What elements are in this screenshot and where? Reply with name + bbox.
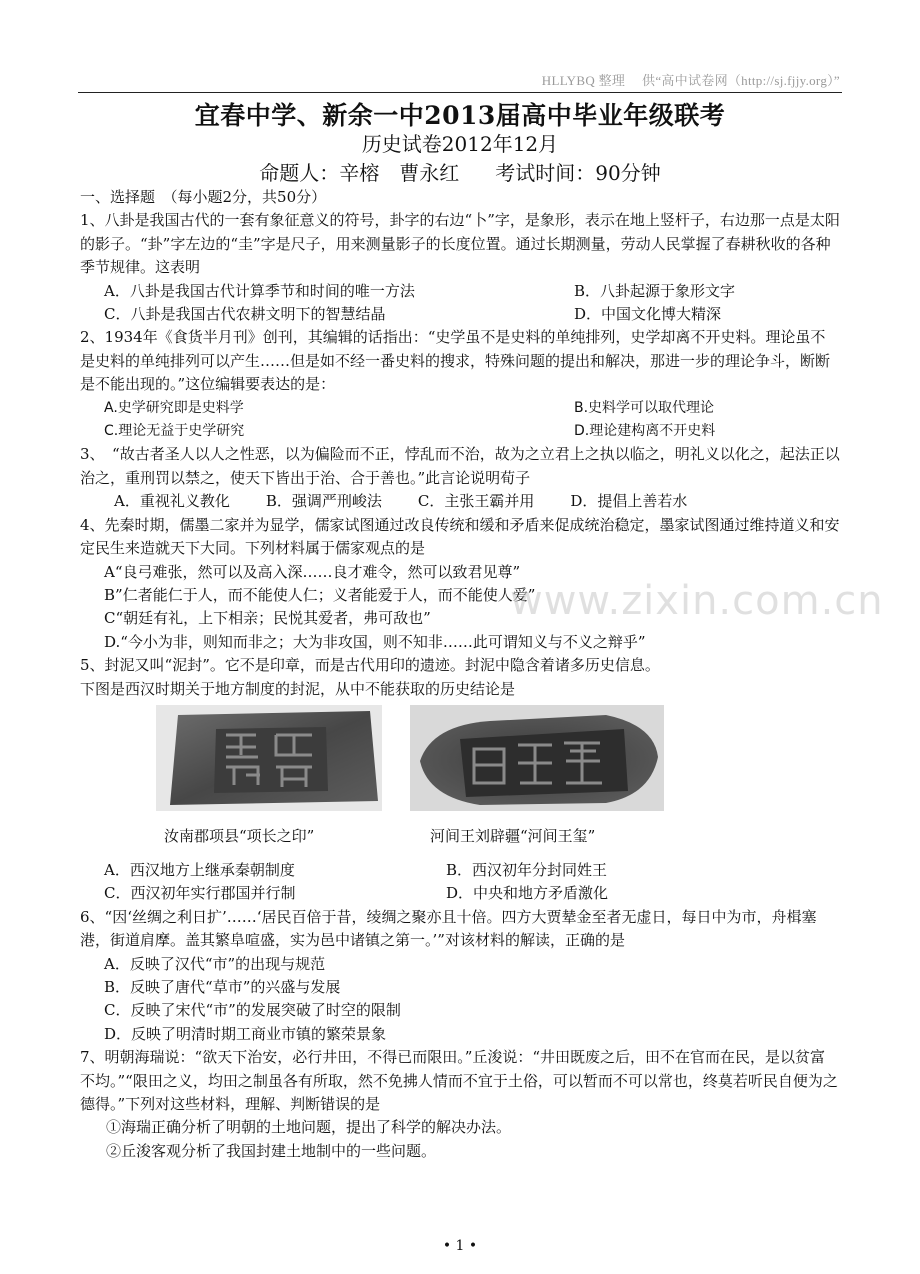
exam-title: 宜春中学、新余一中2013届高中毕业年级联考 xyxy=(194,101,726,130)
q5-option-b: B．西汉初年分封同姓王 xyxy=(446,860,608,879)
q5-options-row2 xyxy=(80,882,840,905)
q4-option-c: C“朝廷有礼，上下相亲；民悦其爱者，弗可敌也” xyxy=(104,609,431,628)
q6-option-b: B．反映了唐代“草市”的兴盛与发展 xyxy=(104,977,341,996)
q5-option-d: D．中央和地方矛盾激化 xyxy=(446,884,609,903)
q5-option-a: A．西汉地方上继承秦朝制度 xyxy=(104,860,295,879)
q2-options-row2 xyxy=(80,420,840,443)
q1-option-c: C．八卦是我国古代农耕文明下的智慧结晶 xyxy=(104,305,386,324)
q1-option-b: B．八卦起源于象形文字 xyxy=(574,281,736,300)
q5-figures xyxy=(80,705,840,853)
q2-option-d: D.理论建构离不开史料 xyxy=(574,423,716,440)
q5-option-c: C．西汉初年实行郡国并行制 xyxy=(104,884,296,903)
q2-stem: 2、1934年《食货半月刊》创刊，其编辑的话指出：“史学虽不是史料的单纯排列，史学却离不开史料。理论虽不是史料的单纯排列可以产生……但是如不经一番史料的搜求，特殊问题的提出和解决，那进一步的理论争斗，断断是不能出现的。”这位编辑要表达的是： xyxy=(80,328,831,394)
seal-image-hejian-wangxi xyxy=(410,705,664,811)
q6-option-d: D．反映了明清时期工商业市镇的繁荣景象 xyxy=(104,1024,387,1043)
q1-option-d: D．中国文化博大精深 xyxy=(574,305,722,324)
q2-option-c: C.理论无益于史学研究 xyxy=(104,423,245,440)
q2-option-a: A.史学研究即是史料学 xyxy=(104,399,244,416)
q7-stem: 7、明朝海瑞说：“欲天下治安，必行井田，不得已而限田。”丘浚说：“井田既废之后，田不在官而在民，是以贫富不均。”“限田之义，均田之制虽各有所取，然不免拂人情而不宜于土俗，可以暂而不可以常也，终莫若听民自便为之德得。”下列对这些材料，理解、判断错误的是 xyxy=(80,1048,838,1113)
q7-item-2: ②丘浚客观分析了我国封建土地制中的一些问题。 xyxy=(106,1141,437,1160)
header-note: HLLYBQ 整理 供“高中试卷网（http://sj.fjjy.org）” xyxy=(541,73,840,88)
q3-option-b: B．强调严刑峻法 xyxy=(265,492,382,511)
q5-options-row1 xyxy=(80,859,840,882)
author: 命题人：辛榕 曹永红 xyxy=(259,161,460,185)
author-line xyxy=(0,157,920,186)
q4-stem: 4、先秦时期，儒墨二家并为显学，儒家试图通过改良传统和缓和矛盾来促成统治稳定，墨家试图通过维持道义和安定民生来造就天下大同。下列材料属于儒家观点的是 xyxy=(80,515,840,558)
q2-option-b: B.史料学可以取代理论 xyxy=(574,399,715,416)
q3-option-d: D．提倡上善若水 xyxy=(570,492,688,511)
exam-subtitle: 历史试卷2012年12月 xyxy=(361,132,559,156)
q5-stem-2: 下图是西汉时期关于地方制度的封泥，从中不能获取的历史结论是 xyxy=(80,679,516,698)
q6-option-a: A．反映了汉代“市”的出现与规范 xyxy=(104,954,326,973)
q3-options xyxy=(80,490,840,513)
q6-stem: 6、“因‘丝绸之利日扩’……‘居民百倍于昔，绫绸之聚亦且十倍。四方大贾辇金至者无虚日，每日中为市，舟楫塞港，街道肩摩。盖其繁阜喧盛，实为邑中诸镇之第一。’”对该材料的解读，正确的是 xyxy=(80,907,817,950)
caption-fig2: 河间王刘辟疆“河间王玺” xyxy=(430,826,596,845)
q1-option-a: A．八卦是我国古代计算季节和时间的唯一方法 xyxy=(104,281,415,300)
q1-options-row1 xyxy=(80,280,840,303)
q4-option-d: D.“今小为非，则知而非之；大为非攻国，则不知非……此可谓知义与不义之辩乎” xyxy=(104,632,646,651)
q1-stem: 1、八卦是我国古代的一套有象征意义的符号，卦字的右边“卜”字，是象形，表示在地上竖杆子，右边那一点是太阳的影子。“卦”字左边的“圭”字是尺子，用来测量影子的长度位置。通过长期测量，劳动人民掌握了春耕秋收的各种季节规律。这表明 xyxy=(80,211,840,277)
q7-item-1: ①海瑞正确分析了明朝的土地问题，提出了科学的解决办法。 xyxy=(106,1118,512,1137)
header-rule xyxy=(78,92,842,93)
caption-fig1: 汝南郡项县“项长之印” xyxy=(164,826,315,845)
q1-options-row2 xyxy=(80,303,840,326)
watermark: www.zixin.com.cn xyxy=(510,578,884,624)
exam-time: 考试时间：90分钟 xyxy=(495,161,661,185)
q3-option-c: C．主张王霸并用 xyxy=(417,492,535,511)
q3-option-a: A．重视礼义教化 xyxy=(114,492,230,511)
section-heading: 一、选择题 （每小题2分，共50分） xyxy=(80,188,327,206)
q2-options-row1 xyxy=(80,397,840,420)
q6-option-c: C．反映了宋代“市”的发展突破了时空的限制 xyxy=(104,1001,401,1020)
page-number: • 1 • xyxy=(442,1238,478,1254)
q4-option-a: A“良弓难张，然可以及高入深……良才难令，然可以致君见尊” xyxy=(104,562,521,581)
seal-image-xiang-zhang xyxy=(156,705,382,811)
question-body xyxy=(80,186,840,1163)
q4-option-b: B”仁者能仁于人，而不能使人仁；义者能爱于人，而不能使人爱” xyxy=(104,585,536,604)
q5-stem-1: 5、封泥又叫“泥封”。它不是印章，而是古代用印的遗迹。封泥中隐含着诸多历史信息。 xyxy=(80,656,660,675)
q3-stem: 3、 “故古者圣人以人之性恶，以为偏险而不正，悖乱而不治，故为之立君上之执以临之，明礼义以化之，起法正以治之，重刑罚以禁之，使天下皆出于治、合于善也。”此言论说明荀子 xyxy=(80,445,840,487)
